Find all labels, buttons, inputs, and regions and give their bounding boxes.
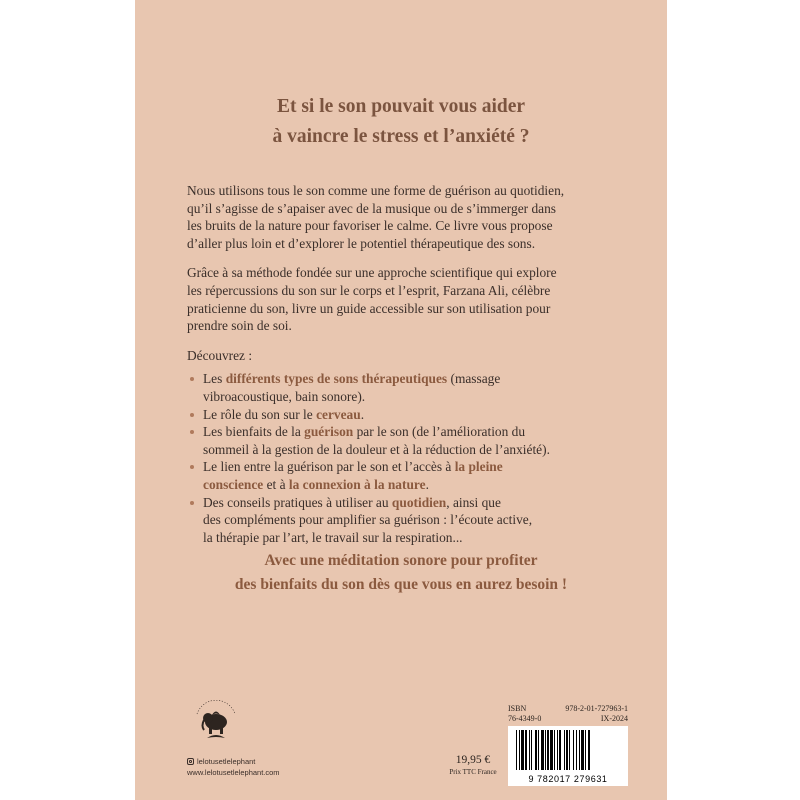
website-link[interactable]: www.lelotusetlelephant.com: [187, 768, 280, 777]
list-item: [187, 494, 621, 547]
highlight-text: la connexion à la nature: [288, 476, 426, 492]
price-value: 19,95 €: [455, 754, 491, 766]
highlight-text: guérison: [304, 424, 354, 440]
bullet-text: et à: [263, 476, 289, 492]
highlight-text: différents types de sons thérapeutiques: [225, 371, 448, 387]
method-line: praticienne du son, livre un guide accessible sur son utilisation pour: [187, 300, 551, 316]
instagram-icon: [187, 758, 194, 765]
bullet-text: (massage: [447, 371, 501, 387]
intro-line: les bruits de la nature pour favoriser le calme. Ce livre vous propose: [187, 218, 553, 234]
list-item: [187, 370, 621, 405]
intro-paragraph: [187, 182, 621, 252]
elephant-lotus-logo-icon: [187, 688, 245, 748]
website-row[interactable]: [187, 767, 280, 778]
bullet-icon: [190, 413, 194, 417]
publisher-logo: [187, 688, 245, 748]
barcode-icon: [508, 726, 628, 774]
barcode: [508, 726, 628, 786]
bullet-text: Des conseils pratiques à utiliser au: [203, 494, 392, 510]
method-paragraph: [187, 264, 621, 334]
bullet-icon: [190, 465, 194, 469]
bullet-text: Les bienfaits de la: [203, 424, 305, 440]
headline: [135, 92, 667, 152]
headline-line-2: à vaincre le stress et l’anxiété ?: [272, 126, 530, 147]
method-line: les répercussions du son sur le corps et l’esprit, Farzana Ali, célèbre: [187, 282, 551, 298]
intro-line: d’aller plus loin et d’explorer le potentiel thérapeutique des sons.: [187, 235, 536, 251]
highlight-text: quotidien: [391, 494, 447, 510]
isbn-label: ISBN: [508, 704, 527, 713]
list-item: [187, 423, 621, 458]
back-cover: [135, 0, 667, 800]
instagram-handle[interactable]: lelotusetlelephant: [197, 757, 256, 766]
method-line: Grâce à sa méthode fondée sur une approche scientifique qui explore: [187, 265, 557, 281]
isbn-block: [508, 704, 628, 724]
price-note: Prix TTC France: [449, 768, 497, 776]
bullet-text: .: [360, 406, 365, 422]
bullet-text: .: [425, 476, 429, 492]
isbn-code: 76-4349-0: [508, 714, 542, 723]
bullet-icon: [190, 430, 194, 434]
closing-line-1: Avec une méditation sonore pour profiter: [264, 552, 538, 569]
discover-list: [187, 370, 621, 546]
barcode-digits: 9 782017 279631: [508, 774, 628, 785]
bullet-icon: [190, 501, 194, 505]
headline-line-1: Et si le son pouvait vous aider: [276, 96, 526, 117]
price-block: [438, 753, 508, 777]
bullet-text: Les: [203, 371, 226, 387]
bullet-text: , ainsi que: [446, 494, 501, 510]
bullet-text: la thérapie par l’art, le travail sur la respiration...: [203, 529, 463, 545]
intro-line: qu’il s’agisse de s’apaiser avec de la musique ou de s’immerger dans: [187, 200, 556, 216]
closing-tagline: [135, 549, 667, 597]
description: [187, 182, 621, 546]
method-line: prendre soin de soi.: [187, 318, 292, 334]
list-item: [187, 458, 621, 493]
bullet-text: par le son (de l’amélioration du: [353, 424, 526, 440]
bullet-icon: [190, 377, 194, 381]
publisher-contacts: [187, 756, 280, 778]
closing-line-2: des bienfaits du son dès que vous en aurez besoin !: [234, 576, 568, 593]
bullet-text: sommeil à la gestion de la douleur et à la réduction de l’anxiété).: [203, 441, 550, 457]
intro-line: Nous utilisons tous le son comme une forme de guérison au quotidien,: [187, 183, 565, 198]
instagram-row[interactable]: [187, 756, 280, 767]
highlight-text: cerveau: [316, 406, 361, 422]
bullet-text: des compléments pour amplifier sa guérison : l’écoute active,: [203, 512, 533, 528]
list-item: [187, 406, 621, 424]
bullet-text: vibroacoustique, bain sonore).: [203, 388, 366, 404]
highlight-text: la pleine: [454, 459, 503, 475]
isbn-number: 978-2-01-727963-1: [565, 704, 628, 713]
bullet-text: Le lien entre la guérison par le son et l’accès à: [203, 459, 455, 475]
bullet-text: Le rôle du son sur le: [203, 406, 317, 422]
highlight-text: conscience: [203, 476, 264, 492]
isbn-date: IX-2024: [600, 714, 628, 723]
discover-title: Découvrez :: [187, 347, 253, 363]
